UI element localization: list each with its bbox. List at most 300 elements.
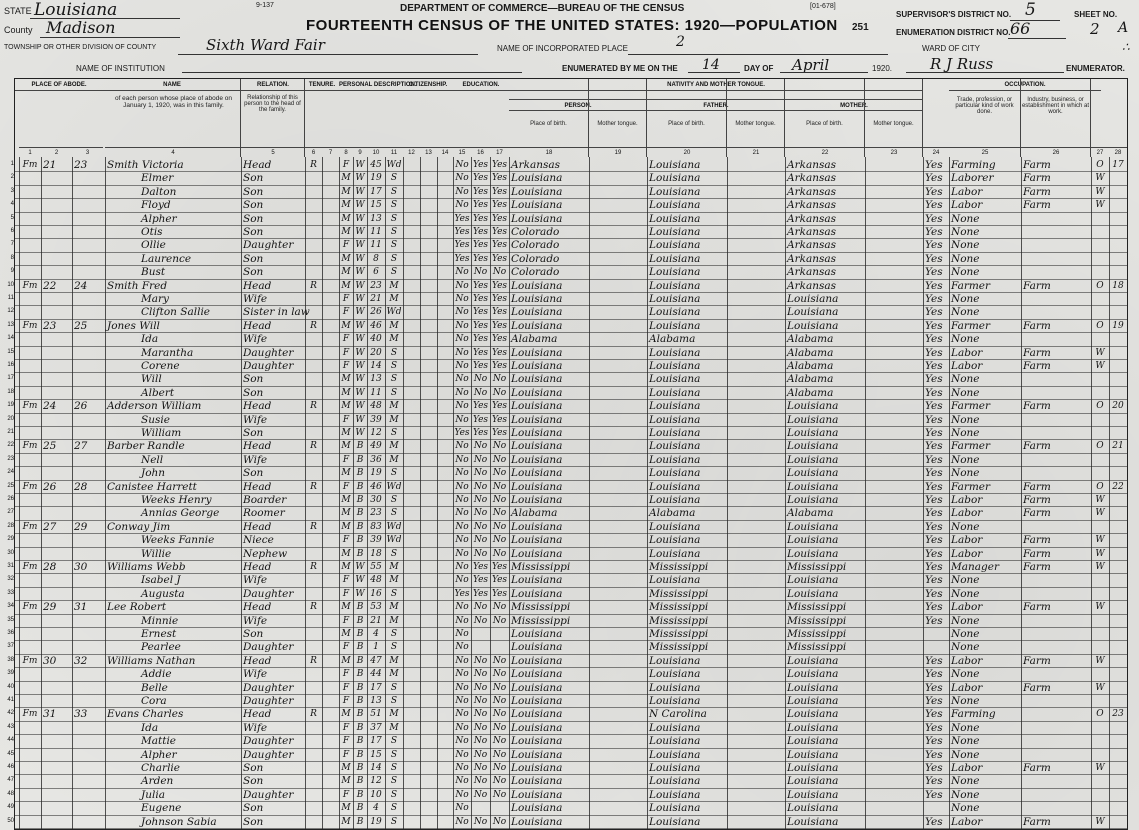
- cell-ms: S: [390, 428, 398, 438]
- cell-age: 23: [370, 508, 382, 519]
- group-place-of-abode: PLACE OF ABODE.: [15, 79, 103, 91]
- table-row: [7, 775, 1127, 788]
- cell-age: 17: [370, 186, 382, 197]
- cell-name: Jones Will: [107, 319, 160, 332]
- cell-rel: Wife: [243, 574, 268, 587]
- cell-sex: M: [341, 441, 351, 452]
- cell-bp: Louisiana: [511, 641, 563, 654]
- department-line: DEPARTMENT OF COMMERCE—BUREAU OF THE CENSUS: [400, 3, 685, 14]
- cell-read: Yes: [472, 401, 489, 412]
- cell-bpf: Louisiana: [649, 306, 701, 319]
- cell-occ: None: [951, 226, 980, 238]
- cell-race: W: [355, 374, 365, 385]
- table-row: [7, 668, 1127, 681]
- cell-sch: No: [455, 387, 469, 398]
- cell-ms: M: [389, 454, 399, 465]
- table-row: [7, 547, 1127, 561]
- cell-read: No: [473, 508, 488, 519]
- column-number: 12: [403, 147, 420, 157]
- cell-sex: F: [342, 722, 350, 733]
- cell-own: R: [310, 481, 317, 492]
- cell-sch: No: [455, 320, 469, 331]
- cell-ind: Farm: [1023, 440, 1051, 453]
- cell-race: B: [356, 508, 364, 519]
- cell-ms: M: [389, 602, 399, 613]
- cell-ind: Farm: [1023, 547, 1051, 560]
- cell-emp: W: [1095, 361, 1105, 371]
- cell-race: B: [356, 481, 364, 492]
- cell-ind: Farm: [1023, 172, 1051, 185]
- line-number: 12: [7, 308, 14, 315]
- line-number: 11: [7, 295, 14, 301]
- cell-sch: No: [455, 347, 469, 358]
- cell-ms: M: [389, 562, 399, 572]
- cell-bpf: Louisiana: [649, 212, 701, 225]
- column-number: 9: [353, 147, 367, 157]
- cell-age: 30: [370, 495, 382, 505]
- cell-bpf: Mississippi: [649, 641, 709, 654]
- cell-bpm: Louisiana: [787, 319, 839, 332]
- cell-bpf: Louisiana: [649, 721, 701, 734]
- cell-name: Alpher: [141, 212, 177, 225]
- cell-sex: M: [341, 320, 351, 331]
- table-row: [10, 266, 1127, 279]
- cell-sch: No: [455, 682, 469, 693]
- cell-ms: Wd: [386, 481, 402, 492]
- cell-street: Fm: [22, 320, 38, 331]
- cell-occ: Labor: [951, 199, 983, 212]
- cell-occ: Labor: [951, 762, 983, 774]
- cell-emp: O: [1096, 709, 1104, 720]
- cell-rel: Niece: [243, 534, 274, 547]
- cell-bp: Colorado: [511, 239, 560, 252]
- group-relation: RELATION.: [241, 79, 305, 91]
- cell-age: 14: [370, 361, 382, 371]
- cell-bpf: Louisiana: [649, 413, 701, 426]
- cell-fam: 28: [74, 480, 88, 493]
- subgroup-father: FATHER.: [647, 99, 785, 111]
- cell-occ: Manager: [951, 561, 999, 573]
- cell-race: B: [356, 736, 364, 747]
- cell-bpf: Louisiana: [649, 494, 701, 506]
- cell-bp: Louisiana: [511, 386, 563, 399]
- cell-bpf: Louisiana: [649, 252, 701, 265]
- cell-name: Annias George: [141, 507, 220, 520]
- cell-read: No: [473, 655, 488, 666]
- subgroup-mother: MOTHER.: [785, 99, 923, 111]
- cell-read: No: [473, 669, 488, 680]
- line-number: 33: [7, 589, 14, 596]
- cell-name: Bust: [141, 266, 166, 279]
- cell-age: 49: [370, 441, 382, 452]
- cell-age: 6: [373, 267, 379, 278]
- page-number: 251: [852, 22, 869, 33]
- cell-age: 40: [370, 334, 382, 345]
- table-row: [10, 185, 1127, 199]
- cell-occ: None: [951, 788, 980, 801]
- cell-dwell: 31: [43, 708, 57, 721]
- form-number: 9-137: [256, 2, 274, 9]
- cell-eng: Yes: [925, 762, 943, 774]
- cell-sch: No: [455, 803, 469, 814]
- cell-bpf: Alabama: [649, 333, 696, 346]
- column-number: 26: [1021, 147, 1091, 157]
- cell-age: 48: [370, 575, 382, 586]
- cell-eng: Yes: [925, 507, 943, 520]
- state-label: STATE: [4, 6, 32, 16]
- cell-name: Johnson Sabia: [141, 815, 217, 828]
- cell-eng: Yes: [925, 520, 943, 533]
- cell-ms: S: [390, 803, 398, 814]
- column-number: 4: [105, 147, 241, 157]
- table-row: [7, 293, 1127, 306]
- cell-bpm: Louisiana: [787, 427, 839, 439]
- line-number: 28: [7, 522, 14, 529]
- cell-rel: Son: [243, 172, 264, 185]
- line-number: 17: [7, 375, 14, 382]
- cell-eng: Yes: [925, 360, 943, 372]
- cell-age: 26: [370, 307, 382, 318]
- cell-age: 11: [370, 240, 382, 251]
- cell-rel: Son: [243, 775, 264, 788]
- cell-sch: Yes: [454, 213, 470, 224]
- cell-ind: Farm: [1023, 400, 1051, 413]
- cell-bpm: Louisiana: [787, 775, 839, 788]
- cell-sex: M: [341, 776, 351, 787]
- cell-sch: No: [455, 441, 469, 452]
- cell-eng: Yes: [925, 815, 943, 828]
- cell-farm: 18: [1112, 280, 1124, 291]
- cell-read: No: [473, 481, 488, 492]
- cell-write: No: [492, 736, 507, 747]
- table-row: [10, 212, 1127, 226]
- cell-race: B: [356, 548, 364, 559]
- cell-rel: Head: [243, 561, 272, 573]
- cell-bpf: Louisiana: [649, 775, 701, 788]
- cell-age: 13: [370, 213, 382, 224]
- cell-sch: No: [455, 186, 469, 197]
- cell-occ: Labor: [951, 601, 983, 614]
- cell-race: B: [356, 602, 364, 613]
- table-row: [7, 695, 1127, 708]
- cell-bpm: Mississippi: [787, 601, 847, 614]
- cell-occ: Farmer: [951, 480, 991, 493]
- line-number: 32: [7, 576, 14, 583]
- cell-fam: 29: [74, 520, 88, 533]
- cell-write: No: [492, 495, 507, 505]
- line-number: 13: [7, 321, 14, 328]
- cell-eng: Yes: [925, 601, 943, 614]
- line-number: 14: [7, 335, 14, 342]
- census-table: [7, 78, 1128, 830]
- line-number: 4: [10, 201, 14, 208]
- cell-bp: Mississippi: [511, 561, 571, 573]
- cell-ms: S: [390, 629, 398, 639]
- cell-sex: M: [341, 816, 351, 827]
- cell-read: Yes: [472, 200, 489, 211]
- cell-occ: Labor: [951, 360, 983, 372]
- cell-rel: Head: [243, 520, 272, 533]
- cell-age: 17: [370, 736, 382, 747]
- cell-read: Yes: [472, 562, 489, 572]
- cell-emp: O: [1096, 401, 1104, 412]
- cell-name: Lee Robert: [107, 601, 167, 614]
- cell-sch: No: [455, 334, 469, 345]
- cell-ind: Farm: [1023, 507, 1051, 520]
- column-number: 18: [509, 147, 589, 157]
- cell-bpm: Louisiana: [787, 815, 839, 828]
- cell-rel: Son: [243, 467, 264, 480]
- cell-sch: No: [455, 696, 469, 706]
- cell-sch: Yes: [454, 428, 470, 438]
- cell-bpm: Louisiana: [787, 520, 839, 533]
- cell-name: Minnie: [141, 614, 179, 627]
- cell-rel: Wife: [243, 668, 268, 681]
- cell-name: Weeks Fannie: [141, 534, 215, 547]
- colhdr-bp-mother: Place of birth.: [785, 79, 865, 157]
- cell-ms: S: [390, 347, 398, 358]
- cell-emp: O: [1096, 481, 1104, 492]
- cell-age: 55: [370, 562, 382, 572]
- cell-write: Yes: [491, 414, 508, 425]
- line-number: 37: [7, 643, 14, 650]
- cell-farm: 20: [1112, 401, 1124, 412]
- cell-sch: No: [455, 763, 469, 773]
- sheet-value: 2: [1090, 20, 1100, 38]
- cell-occ: None: [951, 520, 980, 533]
- cell-race: B: [356, 803, 364, 814]
- table-row: [7, 453, 1127, 467]
- cell-bpm: Arkansas: [787, 266, 837, 279]
- group-nativity: NATIVITY AND MOTHER TONGUE.: [509, 79, 923, 91]
- cell-dwell: 24: [43, 400, 57, 413]
- cell-dwell: 28: [43, 561, 57, 573]
- cell-sch: No: [455, 508, 469, 519]
- cell-write: No: [492, 602, 507, 613]
- cell-sex: F: [342, 575, 350, 586]
- cell-dwell: 23: [43, 319, 57, 332]
- cell-bpf: Louisiana: [649, 547, 701, 560]
- place-label: NAME OF INCORPORATED PLACE: [497, 44, 628, 53]
- cell-occ: None: [951, 293, 980, 305]
- cell-rel: Son: [243, 802, 264, 815]
- cell-emp: W: [1095, 535, 1105, 546]
- cell-bpm: Alabama: [787, 333, 834, 346]
- month-value: April: [792, 56, 830, 74]
- enumerated-label: ENUMERATED BY ME ON THE: [562, 64, 678, 73]
- cell-name: Conway Jim: [107, 520, 171, 533]
- cell-bpf: Louisiana: [649, 427, 701, 439]
- cell-bp: Louisiana: [511, 748, 563, 761]
- cell-age: 39: [370, 535, 382, 546]
- cell-read: Yes: [472, 280, 489, 291]
- cell-ms: S: [390, 468, 398, 479]
- cell-read: Yes: [472, 588, 489, 599]
- cell-bp: Louisiana: [511, 346, 563, 359]
- cell-bp: Louisiana: [511, 762, 563, 774]
- line-number: 31: [7, 563, 14, 569]
- cell-name: Augusta: [141, 587, 185, 600]
- cell-bp: Louisiana: [511, 681, 563, 694]
- cell-age: 15: [370, 200, 382, 211]
- cell-eng: Yes: [925, 306, 943, 319]
- cell-race: B: [356, 722, 364, 733]
- cell-ms: M: [389, 294, 399, 304]
- cell-bp: Louisiana: [511, 427, 563, 439]
- table-row: [7, 480, 1127, 494]
- cell-read: No: [473, 374, 488, 385]
- table-row: [7, 520, 1127, 534]
- cell-read: Yes: [472, 240, 489, 251]
- cell-occ: Laborer: [951, 172, 994, 185]
- table-row: [7, 319, 1127, 333]
- cell-bp: Louisiana: [511, 654, 563, 667]
- cell-bp: Arkansas: [511, 159, 561, 171]
- cell-street: Fm: [22, 401, 38, 412]
- cell-eng: Yes: [925, 266, 943, 279]
- table-row: [7, 815, 1127, 829]
- cell-ms: S: [390, 200, 398, 211]
- cell-read: Yes: [472, 347, 489, 358]
- cell-bpf: Louisiana: [649, 574, 701, 587]
- cell-emp: W: [1095, 682, 1105, 693]
- cell-race: W: [355, 294, 365, 304]
- cell-sex: M: [341, 253, 351, 264]
- cell-bpm: Arkansas: [787, 226, 837, 238]
- cell-bpm: Alabama: [787, 346, 834, 359]
- cell-race: W: [355, 387, 365, 398]
- cell-name: Elmer: [141, 172, 174, 185]
- cell-write: Yes: [491, 186, 508, 197]
- cell-dwell: 25: [43, 440, 57, 453]
- cell-emp: W: [1095, 200, 1105, 211]
- cell-farm: 22: [1112, 481, 1124, 492]
- supervisor-label: SUPERVISOR'S DISTRICT NO.: [896, 10, 1012, 19]
- cell-age: 23: [370, 280, 382, 291]
- cell-age: 53: [370, 602, 382, 613]
- table-row: [7, 788, 1127, 802]
- cell-dwell: 21: [43, 159, 57, 171]
- group-education: EDUCATION.: [453, 79, 509, 91]
- cell-sex: F: [342, 294, 350, 304]
- cell-sex: F: [342, 334, 350, 345]
- cell-sex: M: [341, 267, 351, 278]
- cell-own: R: [310, 280, 317, 291]
- cell-write: Yes: [491, 307, 508, 318]
- cell-bp: Alabama: [511, 507, 558, 520]
- cell-own: R: [310, 160, 317, 170]
- column-number: 6: [305, 147, 322, 157]
- group-personal: PERSONAL DESCRIPTION.: [339, 79, 403, 91]
- cell-sch: No: [455, 642, 469, 653]
- cell-occ: None: [951, 333, 980, 346]
- cell-sex: M: [341, 521, 351, 532]
- cell-write: Yes: [491, 200, 508, 211]
- cell-bpm: Arkansas: [787, 159, 837, 171]
- cell-sex: F: [342, 414, 350, 425]
- cell-sch: No: [455, 160, 469, 170]
- cell-sex: M: [341, 374, 351, 385]
- cell-occ: None: [951, 373, 980, 386]
- cell-name: Alpher: [141, 748, 177, 761]
- cell-eng: Yes: [925, 614, 943, 627]
- cell-eng: Yes: [925, 252, 943, 265]
- cell-read: No: [473, 602, 488, 613]
- county-value: Madison: [46, 18, 116, 37]
- cell-ms: Wd: [386, 535, 402, 546]
- cell-occ: None: [951, 802, 980, 815]
- line-number: 7: [10, 241, 14, 248]
- cell-age: 8: [373, 253, 379, 264]
- cell-sex: F: [342, 240, 350, 251]
- cell-occ: None: [951, 614, 980, 627]
- cell-race: W: [355, 160, 365, 170]
- cell-sex: F: [342, 789, 350, 800]
- line-number: 45: [7, 750, 14, 757]
- cell-bpf: Louisiana: [649, 360, 701, 372]
- cell-name: Albert: [141, 386, 175, 399]
- cell-race: W: [355, 414, 365, 425]
- cell-ind: Farm: [1023, 199, 1051, 212]
- cell-ind: Farm: [1023, 534, 1051, 547]
- cell-write: Yes: [491, 334, 508, 345]
- cell-eng: Yes: [925, 427, 943, 439]
- cell-occ: None: [951, 427, 980, 439]
- cell-bpm: Arkansas: [787, 252, 837, 265]
- column-number: 22: [785, 147, 865, 157]
- cell-bp: Louisiana: [511, 306, 563, 319]
- cell-eng: Yes: [925, 159, 943, 171]
- cell-sex: M: [341, 468, 351, 479]
- cell-occ: Farmer: [951, 400, 991, 413]
- cell-name: Smith Fred: [107, 279, 168, 292]
- cell-bpf: Louisiana: [649, 319, 701, 332]
- cell-name: Cora: [141, 695, 167, 707]
- cell-bp: Louisiana: [511, 467, 563, 480]
- cell-fam: 26: [74, 400, 88, 413]
- cell-write: Yes: [491, 562, 508, 572]
- cell-bp: Louisiana: [511, 293, 563, 305]
- cell-eng: Yes: [925, 346, 943, 359]
- cell-bp: Louisiana: [511, 494, 563, 506]
- cell-ms: Wd: [386, 521, 402, 532]
- margin-mark: ∴: [1122, 40, 1130, 54]
- column-number: 21: [727, 147, 785, 157]
- cell-write: Yes: [491, 347, 508, 358]
- cell-sch: No: [455, 602, 469, 613]
- cell-name: Mary: [141, 293, 169, 305]
- cell-bpm: Louisiana: [787, 721, 839, 734]
- cell-sch: No: [455, 495, 469, 505]
- cell-write: Yes: [491, 588, 508, 599]
- cell-read: No: [473, 495, 488, 505]
- cell-emp: W: [1095, 508, 1105, 519]
- cell-race: B: [356, 615, 364, 626]
- day-value: 14: [702, 57, 720, 73]
- cell-rel: Head: [243, 601, 272, 614]
- cell-sex: F: [342, 535, 350, 546]
- cell-sex: M: [341, 227, 351, 237]
- cell-bp: Louisiana: [511, 775, 563, 788]
- column-number: 2: [41, 147, 72, 157]
- cell-eng: Yes: [925, 534, 943, 547]
- table-row: [7, 802, 1127, 815]
- cell-bpf: Mississippi: [649, 628, 709, 640]
- line-number: 43: [7, 723, 14, 730]
- cell-occ: None: [951, 721, 980, 734]
- column-number: 28: [1109, 147, 1127, 157]
- cell-ms: M: [389, 615, 399, 626]
